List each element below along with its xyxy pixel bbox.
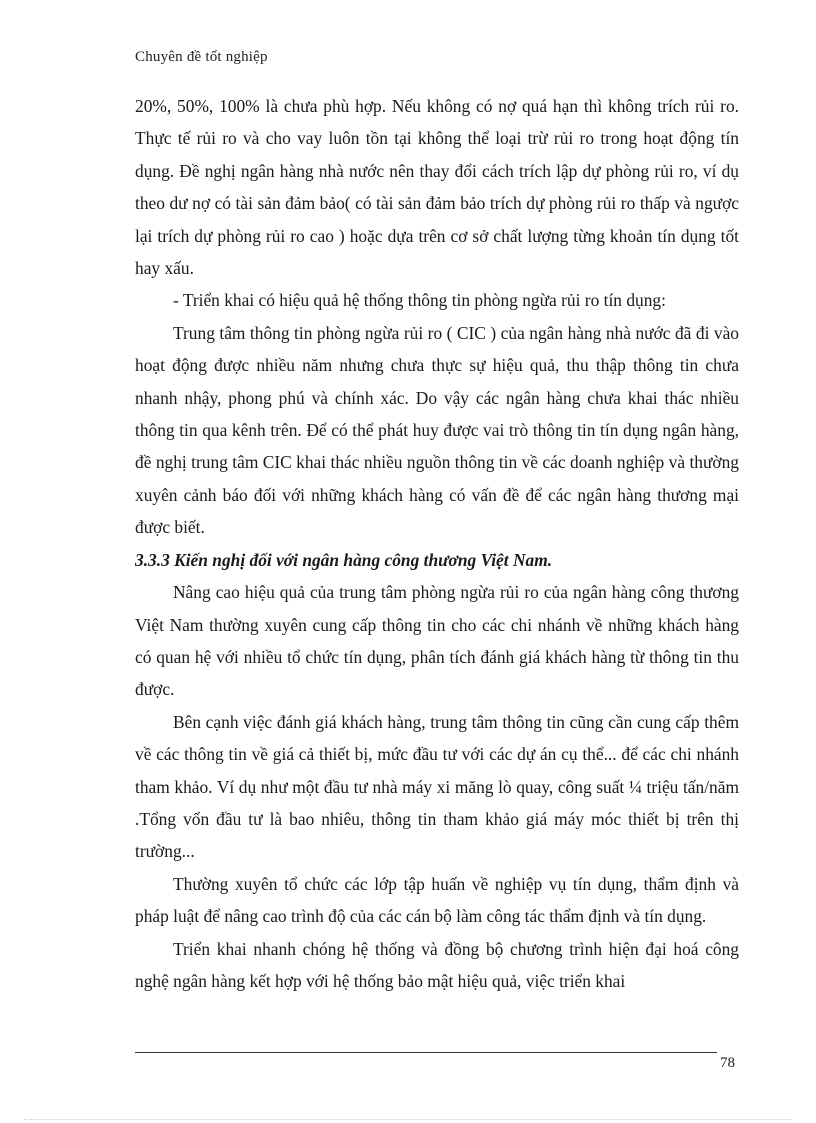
paragraph-customer-evaluation: Bên cạnh việc đánh giá khách hàng, trung tâm thông tin cũng cần cung cấp thêm về các thông tin về giá cả thiết bị, mức đầu tư với các dự án cụ thể... để các chi nhánh tham khảo. Ví dụ như một đầu tư nhà máy xi măng lò quay, công suất ¼ triệu tấn/năm .Tổng vốn đầu tư là bao nhiêu, thông tin tham khảo giá máy móc thiết bị trên thị trường...	[135, 711, 739, 862]
paragraph-training: Thường xuyên tổ chức các lớp tập huấn về nghiệp vụ tín dụng, thẩm định và pháp luật để nâng cao trình độ của các cán bộ làm công tác thẩm định và tín dụng.	[135, 873, 739, 927]
paragraph-cic-center: Trung tâm thông tin phòng ngừa rủi ro ( CIC ) của ngân hàng nhà nước đã đi vào hoạt động được nhiều năm nhưng chưa thực sự hiệu quả, thu thập thông tin chưa nhanh nhậy, phong phú và chính xác. Do vậy các ngân hàng chưa khai thác nhiều thông tin qua kênh trên. Để có thể phát huy được vai trò thông tin tín dụng ngân hàng, đề nghị trung tâm CIC khai thác nhiều nguồn thông tin về các doanh nghiệp và thường xuyên cảnh báo đối với những khách hàng có vấn đề để các ngân hàng thương mại được biết.	[135, 322, 739, 538]
paragraph-continued: 20%, 50%, 100% là chưa phù hợp. Nếu không có nợ quá hạn thì không trích rủi ro. Thực tế rủi ro và cho vay luôn tồn tại không thể loại trừ rủi ro trong hoạt động tín dụng. Đề nghị ngân hàng nhà nước nên thay đổi cách trích lập dự phòng rủi ro, ví dụ theo dư nợ có tài sản đảm bảo( có tài sản đảm bảo trích dự phòng rủi ro thấp và ngược lại trích dự phòng rủi ro cao ) hoặc dựa trên cơ sở chất lượng từng khoản tín dụng tốt hay xấu.	[135, 96, 739, 279]
paragraph-bullet-cic: - Triển khai có hiệu quả hệ thống thông tin phòng ngừa rủi ro tín dụng:	[173, 290, 666, 311]
page-bottom-border	[24, 1119, 792, 1120]
paragraph-modernization: Triển khai nhanh chóng hệ thống và đồng bộ chương trình hiện đại hoá công nghệ ngân hàng kết hợp với hệ thống bảo mật hiệu quả, việc triển khai	[135, 938, 739, 991]
document-body	[135, 90, 739, 997]
footer-divider	[135, 1052, 717, 1053]
page-header: Chuyên đề tốt nghiệp	[135, 49, 268, 65]
section-heading: 3.3.3 Kiến nghị đối với ngân hàng công thương Việt Nam.	[135, 549, 553, 570]
paragraph-risk-center: Nâng cao hiệu quả của trung tâm phòng ngừa rủi ro của ngân hàng công thương Việt Nam thường xuyên cung cấp thông tin cho các chi nhánh về những khách hàng có quan hệ với nhiều tổ chức tín dụng, phân tích đánh giá khách hàng từ thông tin thu được.	[135, 582, 739, 700]
page-number: 78	[720, 1055, 735, 1071]
